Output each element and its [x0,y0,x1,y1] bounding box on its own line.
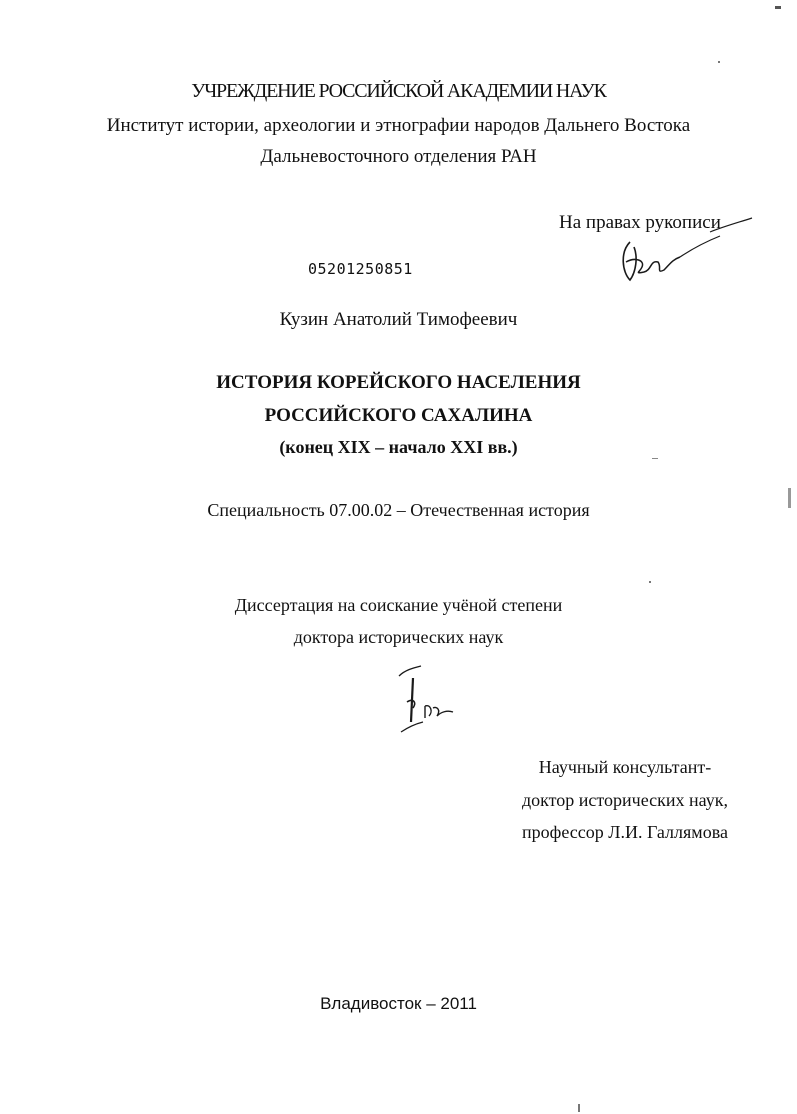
dissertation-degree-line-2: доктора исторических наук [293,627,504,647]
registration-code: 05201250851 [308,260,413,278]
consultant-label: Научный консультант- [538,757,712,777]
specialty: Специальность 07.00.02 – Отечественная история [207,500,590,520]
title-line-2: РОССИЙСКОГО САХАЛИНА [264,405,533,426]
title-line-1: ИСТОРИЯ КОРЕЙСКОГО НАСЕЛЕНИЯ [216,372,581,393]
consultant-name: профессор Л.И. Галлямова [522,822,728,842]
consultant-degree: доктор исторических наук, [522,790,728,810]
branch-name: Дальневосточного отделения РАН [260,146,537,167]
manuscript-rights-note: На правах рукописи [559,212,721,233]
author-name: Кузин Анатолий Тимофеевич [279,309,518,330]
city-year: Владивосток – 2011 [320,994,477,1013]
title-period: (конец XIX – начало XXI вв.) [279,437,518,457]
institute-name: Институт истории, археологии и этнографии народов Дальнего Востока [106,115,691,136]
dissertation-degree-line-1: Диссертация на соискание учёной степени [234,595,563,615]
academy-name: УЧРЕЖДЕНИЕ РОССИЙСКОЙ АКАДЕМИИ НАУК [191,80,606,102]
